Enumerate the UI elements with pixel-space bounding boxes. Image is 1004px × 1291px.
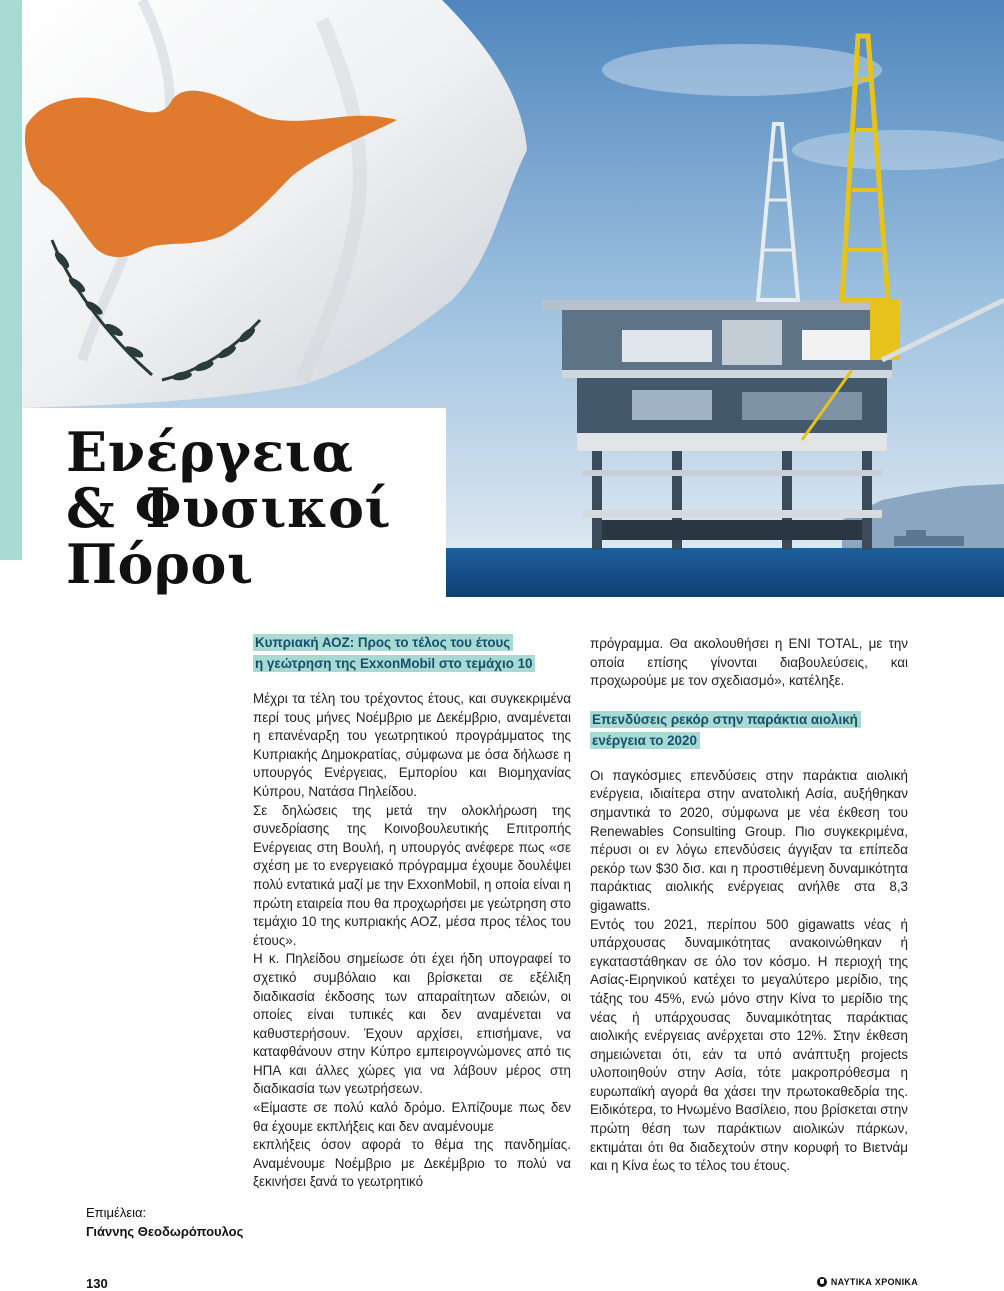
title-line: Πόροι	[66, 532, 254, 596]
paragraph: εκπλήξεις όσον αφορά το θέμα της πανδημίας. Αναμένουμε Νοέμβριο με Δεκέμβριο το πολύ να ξεκινήσει ξανά το γεωτρητικό	[253, 1137, 571, 1190]
credit-role: Επιμέλεια:	[86, 1205, 147, 1220]
page-number: 130	[86, 1276, 108, 1291]
paragraph: Η κ. Πηλείδου σημείωσε ότι έχει ήδη υπογραφεί το σχετικό συμβόλαιο και βρίσκεται σε εξέλιξη διαδικασία έκδοσης των απαραίτητων αδειών, οι οποίες είναι τυπικές και δεν αναμένεται να καθυστερήσουν. Έχουν αρχίσει, επισήμανε, να καταφθάνουν στην Κύπρο εμπειρογνώμονες από τις ΗΠΑ και άλλες χώρες για να λάβουν μέρος στη διαδικασία των γεωτρήσεων.	[253, 951, 571, 1097]
accent-bar	[0, 0, 22, 560]
heading-line: η γεώτρηση της ExxonMobil στο τεμάχιο 10	[253, 655, 535, 672]
article-column-left	[253, 632, 571, 1192]
cloud	[792, 130, 1004, 170]
article1-heading	[253, 632, 571, 674]
magazine-name: ΝΑΥΤΙΚΑ ΧΡΟΝΙΚΑ	[830, 1277, 918, 1287]
magazine-logo-icon	[817, 1277, 827, 1287]
title-line: & Φυσικοί	[66, 476, 392, 540]
heading-line: ενέργεια το 2020	[590, 732, 700, 749]
editor-credit	[86, 1203, 243, 1241]
article-column-right	[590, 635, 908, 1176]
paragraph: «Είμαστε σε πολύ καλό δρόμο. Ελπίζουμε πως δεν θα έχουμε εκπλήξεις και δεν αναμένουμε	[253, 1100, 571, 1134]
magazine-footer	[817, 1277, 918, 1287]
cloud	[602, 44, 882, 96]
paragraph: Σε δηλώσεις της μετά την ολοκλήρωση της συνεδρίασης της Κοινοβουλευτικής Επιτροπής Ενέργειας στη Βουλή, η υπουργός ανέφερε πως «σε σχέση με το ενεργειακό πρόγραμμα έχουμε δουλέψει πολύ εντατικά μαζί με την ExxonMobil, η οποία είναι η πρώτη εταιρεία που θα προχωρήσει με γεώτρηση στο τεμάχιο 10 της κυπριακής ΑΟΖ, μέσα προς τέλος του έτους».	[253, 802, 571, 948]
article2-heading	[590, 709, 908, 751]
paragraph: Μέχρι τα τέλη του τρέχοντος έτους, και συγκεκριμένα περί τους μήνες Νοέμβριο με Δεκέμβριο, αναμένεται η επανέναρξη του γεωτρητικού προγράμματος της Κυπριακής Δημοκρατίας, σύμφωνα με όσα δήλωσε η υπουργός Ενέργειας, Εμπορίου και Βιομηχανίας Κύπρου, Νατάσα Πηλείδου.	[253, 691, 571, 799]
paragraph: Οι παγκόσμιες επενδύσεις στην παράκτια αιολική ενέργεια, ιδιαίτερα στην ανατολική Ασία, αυξήθηκαν σημαντικά το 2020, σύμφωνα με νέα έκθεση του Renewables Consulting Group. Πιο συγκεκριμένα, πέρυσι οι εν λόγω επενδύσεις άγγιξαν τα επίπεδα ρεκόρ των $30 δισ. και η προστιθέμενη δυναμικότητα παράκτιας αιολικής ενέργειας ανήλθε στα 8,3 gigawatts.	[590, 767, 908, 913]
credit-name: Γιάννης Θεοδωρόπουλος	[86, 1224, 244, 1239]
heading-line: Επενδύσεις ρεκόρ στην παράκτια αιολική	[590, 711, 861, 728]
paragraph: πρόγραμμα. Θα ακολουθήσει η ENI TOTAL, με την οποία επίσης γίνονται διαβουλεύσεις, και προχωρούμε με τον σχεδιασμό», κατέληξε.	[590, 636, 908, 689]
distant-ship	[894, 536, 964, 546]
title-line: Ενέργεια	[66, 420, 354, 484]
heading-line: Κυπριακή ΑΟΖ: Προς το τέλος του έτους	[253, 634, 513, 651]
page-title	[66, 420, 446, 596]
paragraph: Εντός του 2021, περίπου 500 gigawatts νέας ή υπάρχουσας δυναμικότητας ανακοινώθηκαν ή εγκαταστάθηκαν σε όλο τον κόσμο. Η περιοχή της Ασίας-Ειρηνικού κατέχει το μεγαλύτερο μερίδιο, της τάξης του 45%, ενώ μόνο στην Κίνα το μερίδιο της νέας ή υπάρχουσας δυναμικότητας παράκτιας αιολικής ενέργειας ανέρχεται στο 12%. Στην έκθεση σημειώνεται ότι, εάν τα υπό ανάπτυξη projects υλοποιηθούν στην Ασία, τότε μακροπρόθεσμα η ευρωπαϊκή αγορά θα χάσει την πρωτοκαθεδρία της. Ειδικότερα, το Ηνωμένο Βασίλειο, που βρίσκεται στην πρώτη θέση των παράκτιων αιολικών πάρκων, εκτιμάται ότι θα διαδεχτούν στην κορυφή το Βιετνάμ και η Κίνα έως το τέλος του έτους.	[590, 916, 908, 1174]
distant-ship	[906, 530, 926, 536]
